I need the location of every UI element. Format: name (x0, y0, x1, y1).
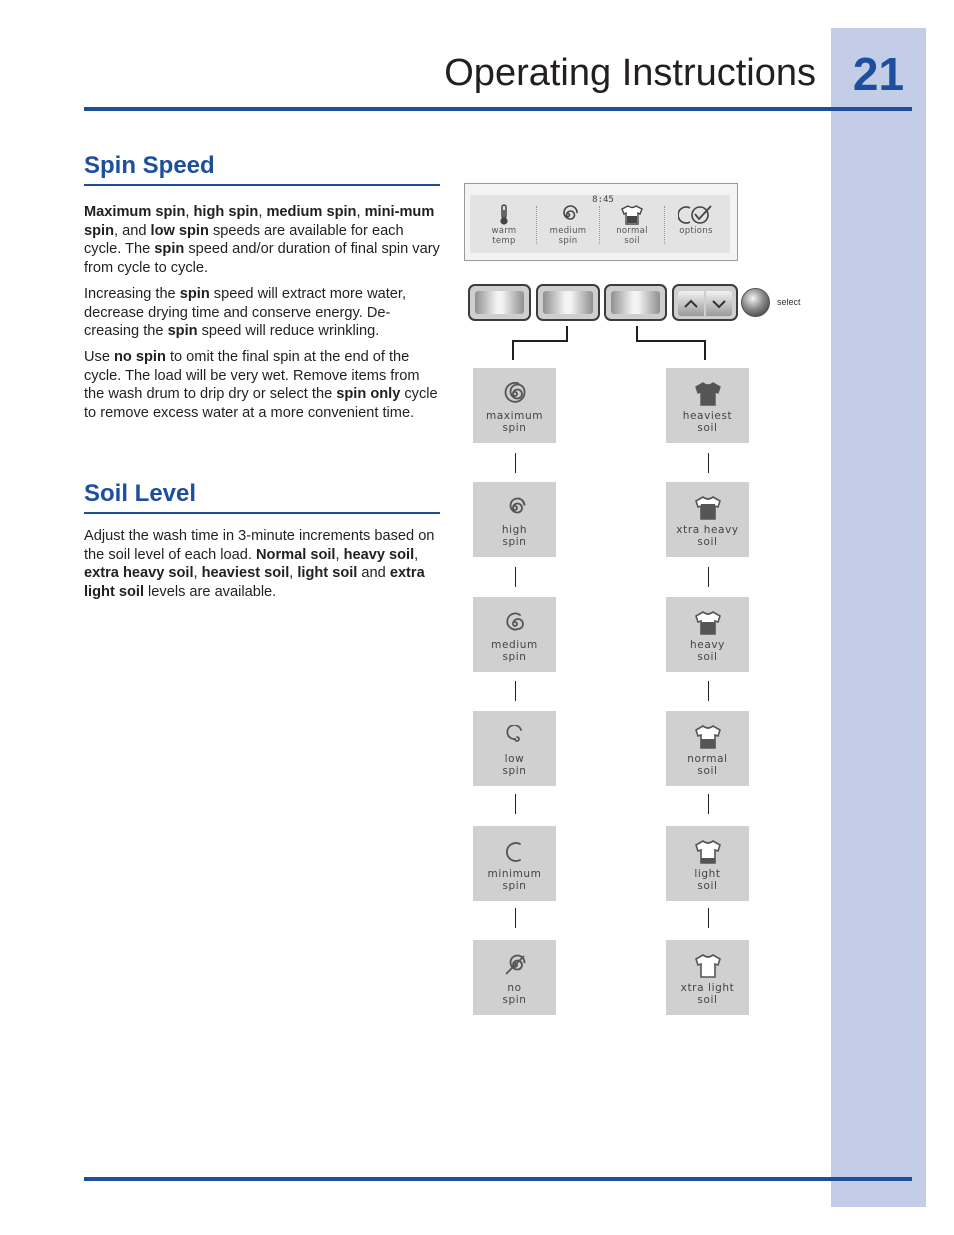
soil-tile-heavy (666, 597, 749, 672)
bold-term: low spin (150, 222, 209, 239)
connector-tick (708, 453, 709, 473)
screen-item-options (668, 203, 724, 237)
connector-line (512, 340, 514, 360)
spin-speed-paragraph-2: Increasing the spin speed will extract more water, decrease drying time and conserve energy. De-creasing the spin speed will reduce wrinkling. (84, 285, 407, 340)
connector-tick (515, 567, 516, 587)
panel-button-soil[interactable] (604, 284, 667, 321)
connector-line (636, 340, 706, 342)
spin-speed-text (84, 203, 440, 430)
spiral-max-icon (473, 368, 556, 410)
screen-item-soil-label-1: normal (616, 226, 648, 236)
connector-line (512, 340, 568, 342)
soil-tile-light (666, 826, 749, 901)
spin-tile-low (473, 711, 556, 786)
shirt-icon (604, 203, 660, 227)
connector-line (704, 340, 706, 360)
soil-tile-label-1: xtra heavy (676, 524, 739, 536)
connector-tick (515, 794, 516, 814)
spin-tile-none (473, 940, 556, 1015)
bold-term: extra heavy soil (84, 565, 194, 582)
options-icon (668, 203, 724, 227)
spin-tile-label-1: medium (491, 639, 538, 651)
shirt-heavy-icon (666, 597, 749, 639)
spiral-low-icon (473, 711, 556, 753)
spin-tile-label-1: low (504, 753, 525, 765)
shirt-light-icon (666, 826, 749, 868)
page-title: Operating Instructions (444, 52, 816, 94)
spin-tile-label-1: no (507, 982, 522, 994)
spin-tile-medium (473, 597, 556, 672)
bold-term: high spin (193, 204, 259, 220)
connector-tick (708, 567, 709, 587)
connector-tick (515, 681, 516, 701)
soil-level-text (84, 527, 440, 609)
bold-term: heavy soil (343, 546, 415, 563)
soil-level-paragraph: Adjust the wash time in 3-minute increments based on the soil level of each load. Normal soil, heavy soil, extra heavy soil, heaviest soil, light soil and extra light soil levels are available. (84, 528, 435, 601)
thermometer-icon (476, 203, 532, 227)
bold-term: Maximum spin (84, 204, 186, 220)
soil-tile-label-2: soil (697, 422, 718, 434)
spin-tile-maximum (473, 368, 556, 443)
select-label: select (777, 297, 801, 307)
soil-tile-label-1: heavy (690, 639, 725, 651)
soil-tile-label-1: xtra light (680, 982, 735, 994)
bold-term: extra light soil (84, 565, 425, 601)
bold-term: no spin (114, 348, 166, 365)
shirt-normal-icon (666, 711, 749, 753)
footer-rule (84, 1177, 912, 1181)
soil-level-heading: Soil Level (84, 480, 197, 507)
panel-button-spin[interactable] (536, 284, 600, 321)
spin-tile-label-1: high (501, 524, 528, 536)
spin-tile-label-1: minimum (487, 868, 542, 880)
spiral-minimum-icon (473, 826, 556, 868)
page-number: 21 (852, 48, 905, 100)
spin-tile-minimum (473, 826, 556, 901)
bold-term: spin only (336, 386, 401, 403)
clock-readout: 8:45 (592, 195, 614, 205)
spin-tile-label-1: maximum (485, 410, 544, 422)
header-rule (84, 107, 912, 111)
select-knob[interactable] (741, 288, 770, 317)
spin-tile-label-2: spin (502, 651, 527, 663)
connector-tick (708, 908, 709, 928)
bold-term: spin (167, 323, 198, 340)
screen-item-spin-label-1: medium (549, 226, 587, 236)
screen-item-soil (604, 203, 660, 246)
screen-divider (536, 206, 537, 244)
soil-level-rule (84, 512, 440, 514)
spin-speed-heading: Spin Speed (84, 152, 215, 179)
screen-item-temp-label-1: warm (491, 226, 517, 236)
spin-speed-paragraph-1: Maximum spin, high spin, medium spin, mini-mum spin, and low spin speeds are available for each cycle. The spin speed and/or duration of final spin vary from cycle to cycle. (84, 204, 440, 277)
no-spin-icon (473, 940, 556, 982)
bold-term: spin (154, 241, 185, 258)
soil-tile-label-1: heaviest (682, 410, 733, 422)
arrow-down-icon[interactable] (706, 291, 732, 316)
options-arrow-button[interactable] (672, 284, 738, 321)
shirt-xheavy-icon (666, 482, 749, 524)
connector-tick (515, 908, 516, 928)
panel-button-temp[interactable] (468, 284, 531, 321)
spiral-high-icon (473, 482, 556, 524)
screen-divider (599, 206, 600, 244)
spin-tile-label-2: spin (502, 536, 527, 548)
screen-item-spin (540, 203, 596, 246)
screen-item-options-label: options (679, 226, 713, 236)
spin-tile-label-2: spin (502, 765, 527, 777)
spiral-medium-icon (473, 597, 556, 639)
spin-speed-paragraph-3: Use no spin to omit the final spin at the end of the cycle. The load will be very wet. Remove items from the wash drum to drip dry or select the spin only cycle to remove excess water at a more convenient time. (84, 348, 438, 422)
bold-term: light soil (297, 565, 358, 582)
spin-icon (540, 203, 596, 227)
bold-term: Normal soil (256, 546, 336, 563)
arrow-up-icon[interactable] (678, 291, 704, 316)
soil-tile-label-2: soil (697, 765, 718, 777)
soil-tile-label-1: normal (687, 753, 728, 765)
shirt-empty-icon (666, 940, 749, 982)
spin-tile-label-2: spin (502, 994, 527, 1006)
screen-item-spin-label-2: spin (558, 235, 578, 246)
connector-tick (708, 794, 709, 814)
soil-tile-xtra-heavy (666, 482, 749, 557)
spin-tile-label-2: spin (502, 880, 527, 892)
bold-term: medium spin (266, 204, 357, 220)
screen-item-soil-label-2: soil (624, 235, 640, 246)
soil-tile-normal (666, 711, 749, 786)
bold-term: spin (179, 285, 210, 302)
soil-tile-heaviest (666, 368, 749, 443)
soil-tile-label-2: soil (697, 994, 718, 1006)
soil-tile-label-1: light (694, 868, 721, 880)
spin-tile-label-2: spin (502, 422, 527, 434)
screen-item-temp (476, 203, 532, 246)
screen-item-temp-label-2: temp (492, 235, 516, 246)
bold-term: heaviest soil (201, 565, 290, 582)
connector-tick (708, 681, 709, 701)
soil-tile-label-2: soil (697, 880, 718, 892)
shirt-full-icon (666, 368, 749, 410)
bold-term: mini-mum spin (84, 204, 435, 239)
soil-tile-label-2: soil (697, 536, 718, 548)
spin-speed-rule (84, 184, 440, 186)
soil-tile-xtra-light (666, 940, 749, 1015)
soil-tile-label-2: soil (697, 651, 718, 663)
side-tab (831, 28, 926, 1207)
connector-line (566, 326, 568, 342)
connector-tick (515, 453, 516, 473)
screen-divider (664, 206, 665, 244)
spin-tile-high (473, 482, 556, 557)
